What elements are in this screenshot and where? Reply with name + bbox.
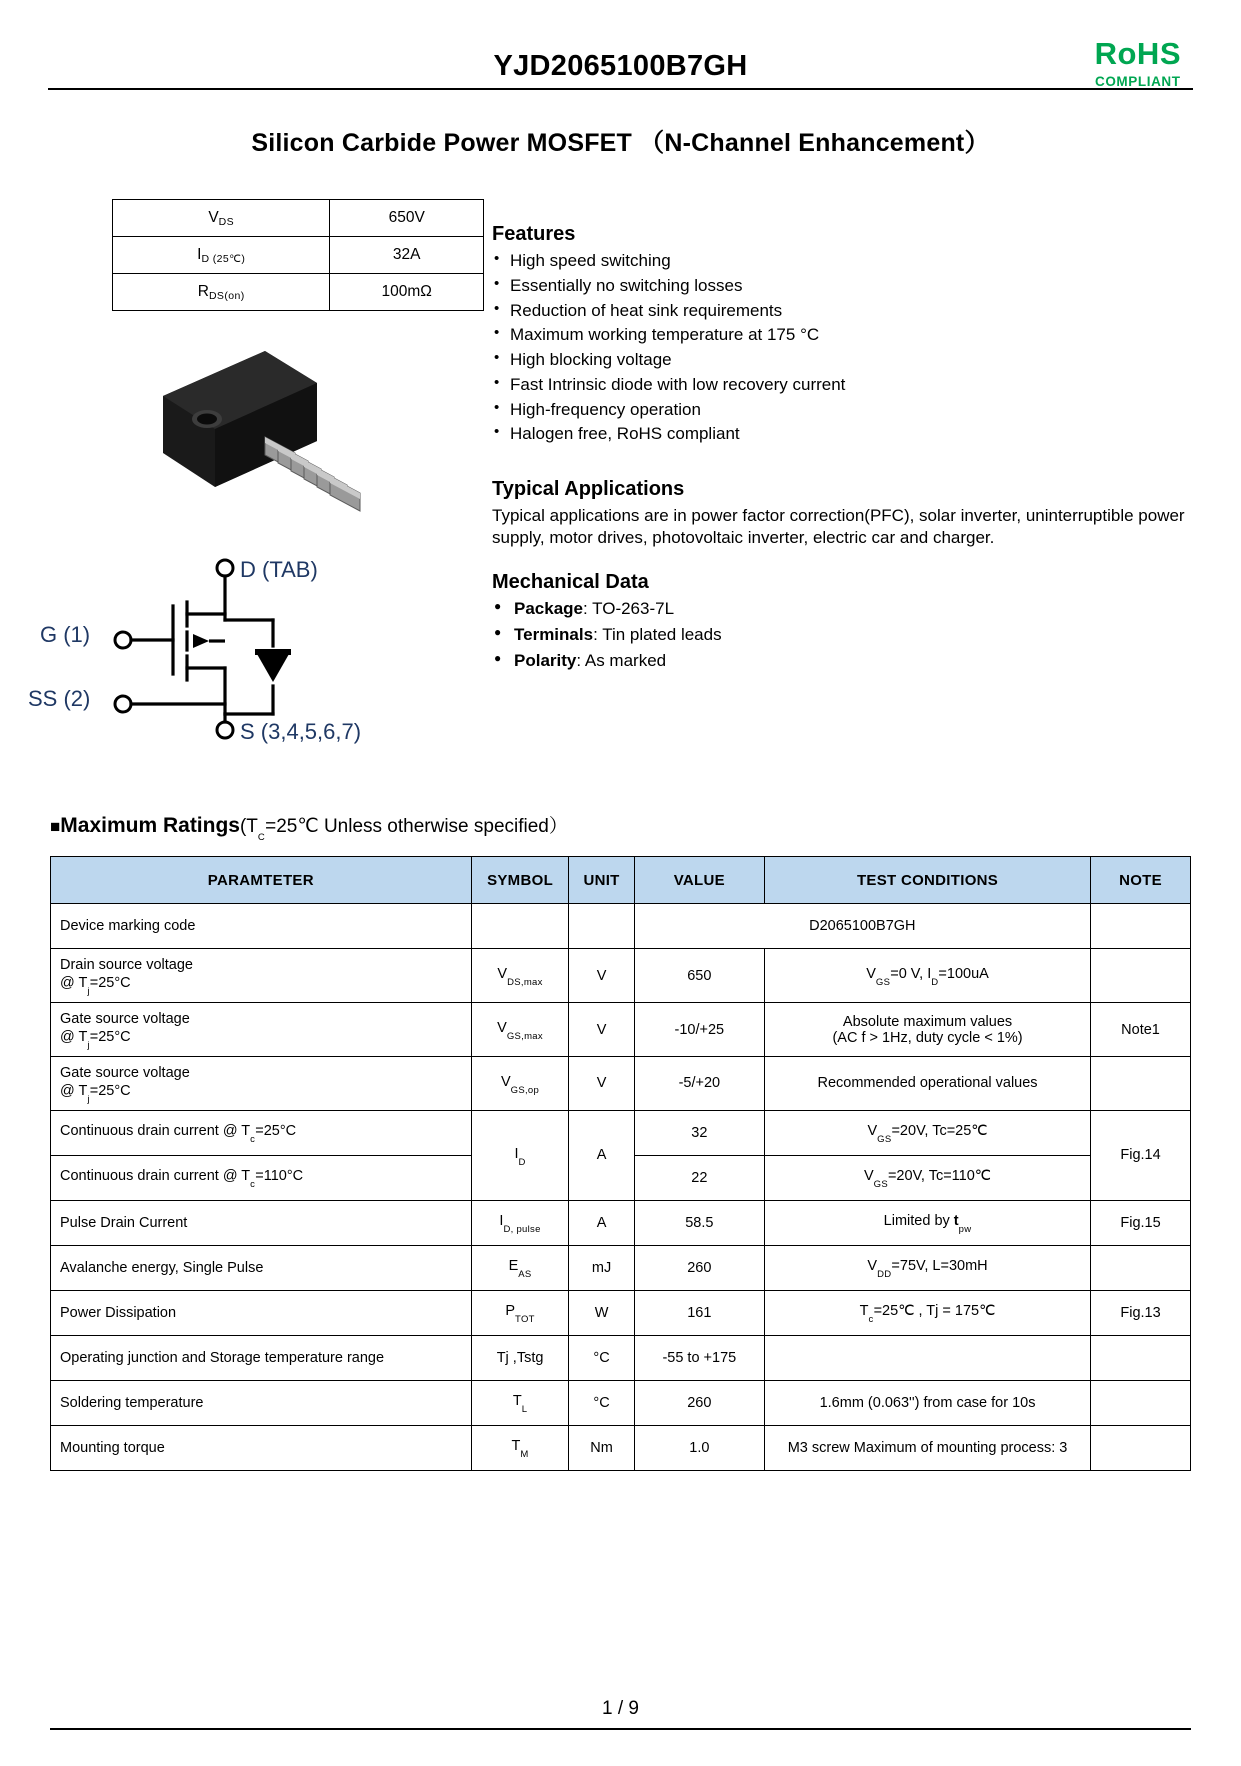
row-parameter-tail: =110°C [255, 1168, 304, 1185]
spec-value-rdson: 100mΩ [330, 274, 484, 311]
cond-text-a: Limited by [883, 1213, 954, 1230]
spec-param-id [113, 237, 330, 274]
list-item: • High-frequency operation [492, 399, 1191, 421]
cond-sub-a: pw [958, 1224, 972, 1236]
row-symbol [471, 1200, 569, 1245]
row-parameter-line2-tail: =25°C [89, 1083, 131, 1100]
row-note [1091, 949, 1191, 1003]
row-symbol [471, 1425, 569, 1470]
row-note [1091, 904, 1191, 949]
schematic-symbol [28, 554, 480, 759]
mechanical-value-package: : TO-263-7L [583, 599, 675, 619]
maximum-ratings-condition-open: (T [239, 816, 258, 837]
table-row [51, 1110, 1191, 1155]
mechanical-list [492, 598, 1191, 673]
row-symbol-text: E [508, 1258, 519, 1275]
cond-text-a: V [867, 1123, 878, 1140]
column-header-note: NOTE [1091, 857, 1191, 904]
spec-param-rdson [113, 274, 330, 311]
column-header-test-conditions: TEST CONDITIONS [765, 857, 1091, 904]
mechanical-label-package: Package [514, 599, 583, 619]
column-header-symbol: SYMBOL [471, 857, 569, 904]
row-symbol-sub: AS [518, 1269, 532, 1281]
right-column [480, 199, 1191, 759]
row-unit: V [569, 1003, 634, 1057]
spec-symbol-text: R [197, 283, 209, 300]
cond-tail-a: =75V, L=30mH [891, 1258, 988, 1275]
product-subtitle: Silicon Carbide Power MOSFET （N-Channel Enhancement） [251, 129, 990, 157]
row-symbol-sub: GS,max [506, 1030, 543, 1042]
table-row [51, 1335, 1191, 1380]
mechanical-heading: Mechanical Data [492, 571, 649, 594]
list-item: • Essentially no switching losses [492, 275, 1191, 297]
row-condition [765, 1290, 1091, 1335]
row-unit: A [569, 1110, 634, 1200]
cond-text-a: T [859, 1303, 869, 1320]
maximum-ratings-table [50, 856, 1191, 1471]
cond-sub-b: D [931, 977, 939, 989]
row-condition [765, 1110, 1091, 1155]
row-symbol-text: V [497, 966, 508, 983]
row-unit: V [569, 1056, 634, 1110]
row-unit: mJ [569, 1245, 634, 1290]
row-symbol [471, 904, 569, 949]
row-value: -55 to +175 [634, 1335, 764, 1380]
mechanical-value-polarity: : As marked [576, 651, 667, 671]
table-header-row [51, 857, 1191, 904]
symbol-label-source-sense: SS (2) [28, 686, 91, 711]
spec-value-vds: 650V [330, 200, 484, 237]
page-header [50, 0, 1191, 88]
row-parameter: Device marking code [51, 904, 472, 949]
row-value: 32 [634, 1110, 764, 1155]
list-item: • Halogen free, RoHS compliant [492, 423, 1191, 445]
row-parameter-line2-tail: =25°C [89, 975, 131, 992]
row-symbol-text: P [505, 1303, 516, 1320]
cond-text-a: V [867, 1258, 878, 1275]
list-item [492, 624, 1191, 647]
row-note: Note1 [1091, 1003, 1191, 1057]
spacer [492, 549, 1191, 571]
row-note: Fig.15 [1091, 1200, 1191, 1245]
maximum-ratings-heading [50, 811, 1191, 844]
row-symbol [471, 949, 569, 1003]
row-parameter [51, 1155, 472, 1200]
spec-symbol-subscript: DS [218, 216, 235, 228]
row-parameter [51, 949, 472, 1003]
cond-text-a: V [863, 1168, 874, 1185]
row-unit: Nm [569, 1425, 634, 1470]
row-note [1091, 1425, 1191, 1470]
row-symbol [471, 1056, 569, 1110]
row-unit: °C [569, 1335, 634, 1380]
row-note [1091, 1380, 1191, 1425]
cond-tail-b: =100uA [938, 966, 989, 983]
row-parameter: Pulse Drain Current [51, 1200, 472, 1245]
rohs-logo [1095, 38, 1181, 89]
row-condition: 1.6mm (0.063'') from case for 10s [765, 1380, 1091, 1425]
row-parameter [51, 1056, 472, 1110]
overview-section [28, 199, 1191, 759]
cond-tail-a: =20V, Tc=110℃ [887, 1168, 992, 1185]
spacer [492, 448, 1191, 478]
footer-divider [50, 1728, 1191, 1730]
row-value: 22 [634, 1155, 764, 1200]
row-symbol-text: T [512, 1393, 522, 1410]
cond-sub-a: GS [873, 1179, 888, 1191]
applications-text: Typical applications are in power factor correction(PFC), solar inverter, uninterruptible power supply, motor drives, photovoltaic inverter, electric car and charger. [492, 506, 1185, 548]
table-row [51, 1200, 1191, 1245]
cond-tail-a: =25℃ , Tj = 175℃ [873, 1303, 996, 1320]
row-condition: Recommended operational values [765, 1056, 1091, 1110]
row-parameter-sub: j [87, 1093, 90, 1105]
row-symbol [471, 1290, 569, 1335]
row-note [1091, 1335, 1191, 1380]
row-value: 260 [634, 1380, 764, 1425]
maximum-ratings-condition-sub: C [257, 832, 266, 844]
row-symbol [471, 1380, 569, 1425]
row-value: 161 [634, 1290, 764, 1335]
row-unit: W [569, 1290, 634, 1335]
row-symbol-text: V [501, 1073, 511, 1090]
list-item [492, 598, 1191, 621]
row-condition: D2065100B7GH [634, 904, 1090, 949]
row-value: -10/+25 [634, 1003, 764, 1057]
cond-line2: process: 3 [1000, 1439, 1068, 1456]
row-parameter-line1: Drain source voltage [60, 957, 193, 974]
features-list [492, 250, 1191, 445]
cond-sub-a: GS [875, 977, 891, 989]
table-row [51, 1056, 1191, 1110]
row-note [1091, 1056, 1191, 1110]
table-row [51, 1380, 1191, 1425]
row-symbol [471, 1110, 569, 1200]
table-row [51, 1003, 1191, 1057]
table-row [51, 904, 1191, 949]
key-specs-table [112, 199, 484, 311]
header-divider [48, 88, 1193, 90]
row-condition [765, 1425, 1091, 1470]
cond-sub-a: GS [877, 1134, 892, 1146]
row-parameter-sub: j [87, 986, 90, 998]
row-value: -5/+20 [634, 1056, 764, 1110]
cond-line1: M3 screw Maximum of mounting [787, 1439, 997, 1456]
spec-param-vds [113, 200, 330, 237]
row-parameter-line1: Gate source voltage [60, 1064, 190, 1081]
row-condition [765, 1200, 1091, 1245]
features-heading: Features [492, 223, 576, 245]
cond-tail-a: =20V, Tc=25℃ [891, 1123, 988, 1140]
left-column [28, 199, 480, 759]
applications-heading: Typical Applications [492, 478, 685, 500]
row-symbol-text: V [497, 1020, 507, 1037]
row-parameter [51, 1003, 472, 1057]
row-parameter-line2: @ T [60, 1083, 88, 1100]
row-parameter-line1: Gate source voltage [60, 1011, 190, 1028]
symbol-label-drain: D (TAB) [240, 557, 318, 582]
table-row [113, 200, 484, 237]
row-parameter-sub: c [250, 1179, 256, 1191]
table-row [113, 237, 484, 274]
row-unit: A [569, 1200, 634, 1245]
mechanical-label-terminals: Terminals [514, 625, 594, 645]
row-parameter-line2-tail: =25°C [89, 1029, 131, 1046]
mechanical-label-polarity: Polarity [514, 651, 577, 671]
row-condition [765, 1335, 1091, 1380]
row-unit [569, 904, 634, 949]
row-symbol-sub: GS,op [510, 1084, 540, 1096]
row-parameter: Operating junction and Storage temperature range [51, 1335, 472, 1380]
table-row [51, 1425, 1191, 1470]
table-row [113, 274, 484, 311]
row-symbol: Tj ,Tstg [471, 1335, 569, 1380]
row-symbol [471, 1245, 569, 1290]
row-parameter: Mounting torque [51, 1425, 472, 1470]
row-parameter-line1: Continuous drain current @ T [60, 1168, 251, 1185]
list-item: • High speed switching [492, 250, 1191, 272]
package-photo [50, 341, 480, 536]
list-item: • Fast Intrinsic diode with low recovery current [492, 374, 1191, 396]
page-number: 1 / 9 [602, 1698, 639, 1719]
row-parameter-tail: =25°C [255, 1123, 297, 1140]
row-parameter: Soldering temperature [51, 1380, 472, 1425]
spec-symbol-subscript: DS(on) [208, 290, 245, 302]
cond-tail-a: =0 V, I [890, 966, 932, 983]
row-parameter: Power Dissipation [51, 1290, 472, 1335]
table-row [51, 949, 1191, 1003]
list-item [492, 650, 1191, 673]
row-parameter [51, 1110, 472, 1155]
page-footer [50, 1698, 1191, 1730]
row-note [1091, 1245, 1191, 1290]
rohs-label: RoHS [1094, 36, 1181, 71]
row-symbol-sub: TOT [515, 1314, 535, 1326]
table-row [51, 1245, 1191, 1290]
row-symbol-sub: L [521, 1404, 528, 1416]
column-header-value: VALUE [634, 857, 764, 904]
row-condition [765, 1155, 1091, 1200]
cond-sub-a: DD [877, 1269, 892, 1281]
row-condition [765, 1245, 1091, 1290]
row-parameter-sub: c [250, 1134, 256, 1146]
row-parameter-line2: @ T [60, 975, 88, 992]
column-header-unit: UNIT [569, 857, 634, 904]
row-parameter-line2: @ T [60, 1029, 88, 1046]
row-symbol-sub: M [520, 1449, 529, 1461]
table-row [51, 1290, 1191, 1335]
row-parameter: Avalanche energy, Single Pulse [51, 1245, 472, 1290]
maximum-ratings-condition-tail: =25℃ Unless otherwise specified） [265, 816, 568, 837]
cond-line2: (AC f > 1Hz, duty cycle < 1%) [832, 1029, 1023, 1046]
cond-text-a: V [866, 966, 876, 983]
row-value: 1.0 [634, 1425, 764, 1470]
symbol-label-gate: G (1) [40, 622, 91, 647]
row-symbol-sub: DS,max [507, 977, 543, 989]
cond-sub-a: c [868, 1314, 874, 1326]
row-symbol-text: I [499, 1213, 504, 1230]
spec-symbol-subscript: D (25℃) [201, 253, 246, 265]
maximum-ratings-title: Maximum Ratings [60, 814, 240, 837]
list-item: • Reduction of heat sink requirements [492, 300, 1191, 322]
row-symbol-sub: D, pulse [503, 1224, 541, 1236]
row-value: 650 [634, 949, 764, 1003]
list-item: • Maximum working temperature at 175 °C [492, 324, 1191, 346]
cond-bold-a: t [953, 1213, 959, 1230]
row-symbol-sub: D [518, 1156, 526, 1168]
row-parameter-sub: j [87, 1040, 90, 1052]
page-title: YJD2065100B7GH [493, 50, 748, 82]
row-note: Fig.13 [1091, 1290, 1191, 1335]
bullet-square-icon: ■ [50, 817, 61, 836]
column-header-parameter: PARAMTETER [51, 857, 472, 904]
row-parameter-line1: Continuous drain current @ T [60, 1123, 251, 1140]
row-condition [765, 949, 1091, 1003]
row-symbol-text: T [511, 1438, 521, 1455]
row-symbol-text: I [514, 1145, 519, 1162]
symbol-label-source: S (3,4,5,6,7) [240, 719, 362, 744]
cond-line1: Absolute maximum values [842, 1013, 1013, 1030]
rohs-compliant-label: COMPLIANT [1094, 74, 1181, 89]
row-value: 260 [634, 1245, 764, 1290]
list-item: • High blocking voltage [492, 349, 1191, 371]
mechanical-value-terminals: : Tin plated leads [593, 625, 722, 645]
row-note: Fig.14 [1091, 1110, 1191, 1200]
row-unit: V [569, 949, 634, 1003]
spec-value-id: 32A [330, 237, 484, 274]
row-value: 58.5 [634, 1200, 764, 1245]
row-symbol [471, 1003, 569, 1057]
spec-symbol-text: V [208, 209, 219, 226]
row-unit: °C [569, 1380, 634, 1425]
spec-symbol-text: I [197, 246, 202, 263]
row-condition [765, 1003, 1091, 1057]
